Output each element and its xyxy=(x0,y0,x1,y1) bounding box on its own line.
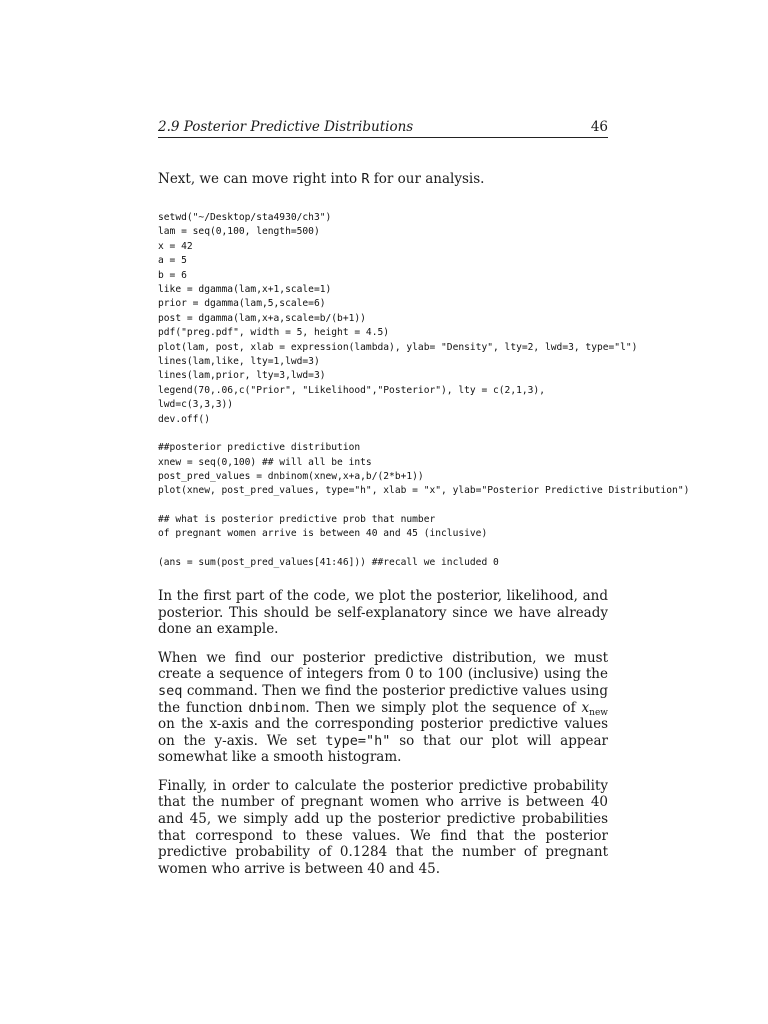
p2-code-type-h: type="h" xyxy=(325,732,391,749)
intro-text-before: Next, we can move right into xyxy=(158,171,362,187)
p2-text-1: When we find our posterior predictive distribution, we must create a sequence of integers from 0 to 100 (inclusive) using the xyxy=(158,649,608,683)
page-body xyxy=(158,170,690,877)
code-line: lines(lam,like, lty=1,lwd=3) xyxy=(158,356,320,368)
code-block xyxy=(158,441,718,499)
p2-code-seq: seq xyxy=(158,682,183,699)
code-listing xyxy=(158,211,690,570)
code-line: lam = seq(0,100, length=500) xyxy=(158,226,320,238)
code-line: setwd("~/Desktop/sta4930/ch3") xyxy=(158,212,332,223)
code-line: plot(xnew, post_pred_values, type="h", xlab = "x", ylab="Posterior Predictive Distribution") xyxy=(158,485,690,497)
code-line: a = 5 xyxy=(158,255,187,267)
paragraph-1 xyxy=(158,588,608,638)
code-line: prior = dgamma(lam,5,scale=6) xyxy=(158,298,326,310)
p2-text-3: . Then we simply plot the sequence of xyxy=(305,699,582,716)
p2-code-dnbinom: dnbinom xyxy=(248,699,306,716)
p2-text-5: so that our plot will appear somewhat like a smooth histogram. xyxy=(158,732,608,766)
code-line: dev.off() xyxy=(158,413,210,425)
code-line: post = dgamma(lam,x+a,scale=b/(b+1)) xyxy=(158,312,366,324)
code-line: like = dgamma(lam,x+1,scale=1) xyxy=(158,284,332,296)
p2-var-x: x xyxy=(581,699,590,716)
p2-text-4: on the x-axis and the corresponding posterior predictive values on the y-axis. We set xyxy=(158,716,608,749)
code-line: x = 42 xyxy=(158,240,193,252)
code-line: plot(lam, post, xlab = expression(lambda), ylab= "Density", lty=2, lwd=3, type="l") xyxy=(158,341,638,353)
code-line: ##posterior predictive distribution xyxy=(158,442,361,454)
intro-text-after: for our analysis. xyxy=(369,171,485,187)
paragraph-3 xyxy=(158,778,608,878)
section-title: 2.9 Posterior Predictive Distributions xyxy=(158,119,414,135)
code-line: of pregnant women arrive is between 40 and 45 (inclusive) xyxy=(158,528,488,540)
code-block xyxy=(158,211,718,427)
code-line: pdf("preg.pdf", width = 5, height = 4.5) xyxy=(158,327,390,339)
intro-code-r: R xyxy=(361,171,370,187)
code-line: legend(70,.06,c("Prior", "Likelihood","Posterior"), lty = c(2,1,3), xyxy=(158,384,545,396)
code-line: (ans = sum(post_pred_values[41:46])) ##recall we included 0 xyxy=(158,556,499,568)
running-header xyxy=(158,119,608,138)
p2-text-2: command. Then we find the posterior predictive values using the function xyxy=(158,682,608,716)
code-line: ## what is posterior predictive prob that number xyxy=(158,513,436,525)
code-block xyxy=(158,556,718,570)
paragraph-2 xyxy=(158,650,608,766)
intro-sentence xyxy=(158,170,608,189)
code-line: lines(lam,prior, lty=3,lwd=3) xyxy=(158,370,326,382)
code-block xyxy=(158,513,718,542)
page-number: 46 xyxy=(590,119,608,135)
code-line: lwd=c(3,3,3)) xyxy=(158,399,234,411)
paragraph-3-text: Finally, in order to calculate the posterior predictive probability that the number of pregnant women who arrive is between 40 and 45, we simply add up the posterior predictive probabilities that correspond to these values. We find that the posterior predictive probability of 0.1284 that the number of pregnant women who arrive is between 40 and 45. xyxy=(158,777,608,877)
code-line: xnew = seq(0,100) ## will all be ints xyxy=(158,456,372,468)
code-line: b = 6 xyxy=(158,269,187,281)
paragraph-2-text xyxy=(158,650,608,766)
code-line: post_pred_values = dnbinom(xnew,x+a,b/(2*b+1)) xyxy=(158,470,424,482)
paragraph-1-text: In the first part of the code, we plot the posterior, likelihood, and posterior. This should be self-explanatory since we have already done an example. xyxy=(158,587,608,638)
p2-var-subscript: new xyxy=(589,707,608,718)
